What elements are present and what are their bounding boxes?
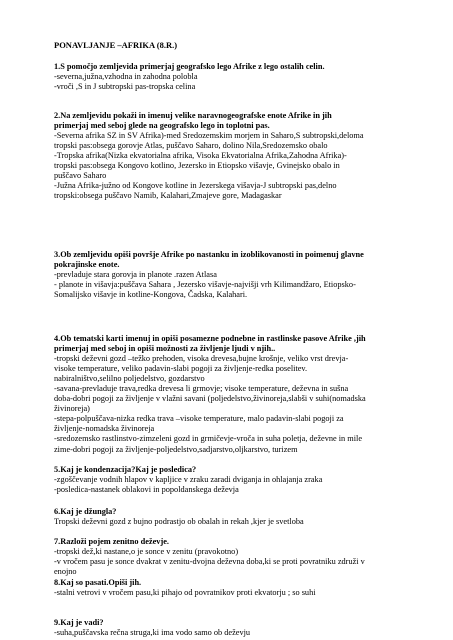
section-1 — [54, 62, 426, 92]
answer-text — [54, 588, 426, 598]
answer-line: zime-dobri pogoji za življenje-poljedelstvo,sadjarstvo,oljkarstvo, turizem — [54, 444, 298, 454]
question-heading — [54, 578, 426, 588]
question-line: 6.Kaj je džungla? — [54, 507, 117, 516]
question-heading — [54, 62, 426, 72]
question-heading — [54, 250, 426, 270]
answer-line: -suha,puščavska rečna struga,ki ima vodo samo ob deževju — [54, 628, 251, 638]
answer-text — [54, 547, 426, 577]
answer-line: Tropski deževni gozd z bujno podrastjo ob obalah in rekah ,kjer je svetloba — [54, 517, 304, 527]
answer-line: Somalijsko višavje in kotline-Kongova, Čadska, Kalahari. — [54, 290, 248, 300]
answer-line: enojno — [54, 567, 77, 577]
answer-line: -Severna afrika SZ in SV Afrika)-med Sredozemskim morjem in Saharo,S subtropski,deloma — [54, 131, 364, 141]
answer-line: -Južna Afrika-južno od Kongove kotline in Jezerskega višavja-J subtropski pas,delno — [54, 181, 337, 191]
answer-line: -stalni vetrovi v vročem pasu,ki pihajo od povratnikov proti ekvatorju ; so suhi — [54, 588, 316, 598]
answer-line: tropski pas:obsega gorovje Atlas, puščavo Saharo, dolino Nila,Sredozemsko obalo — [54, 141, 328, 151]
answer-line: tropski:obsega puščavo Namib, Kalahari,Zmajeve gore, Madagaskar — [54, 191, 282, 201]
answer-text — [54, 354, 426, 454]
section-6 — [54, 507, 426, 527]
question-line: 9.Kaj je vadi? — [54, 618, 104, 627]
document-title: PONAVLJANJE –AFRIKA (8.R.) — [54, 40, 178, 50]
answer-line: življenje-nomadska živinoreja — [54, 424, 155, 434]
answer-text — [54, 72, 426, 92]
answer-text — [54, 628, 426, 638]
answer-text — [54, 475, 426, 495]
question-heading — [54, 334, 426, 354]
question-line: pokrajinske enote. — [54, 260, 120, 270]
answer-line: puščavo Saharo — [54, 171, 107, 181]
question-line: 5.Kaj je kondenzacija?Kaj je posledica? — [54, 465, 197, 474]
question-line: 3.Ob zemljevidu opiši površje Afrike po nastanku in izoblikovanosti in poimenuj glavne — [54, 250, 364, 259]
answer-line: -Tropska afrika(Nizka ekvatorialna afrika, Visoka Ekvatorialna Afrika,Zahodna Afrika)- — [54, 151, 347, 161]
question-line: 4.Ob tematski karti imenuj in opiši posamezne podnebne in rastlinske pasove Afrike ,jih — [54, 334, 366, 343]
answer-line: -severna,južna,vzhodna in zahodna polobla — [54, 72, 198, 82]
question-heading — [54, 111, 426, 131]
question-line: primerjaj med seboj glede na geografsko lego in toplotni pas. — [54, 121, 270, 131]
question-line: 7.Razloži pojem zenitno deževje. — [54, 537, 169, 546]
section-5 — [54, 465, 426, 495]
question-heading — [54, 465, 426, 475]
answer-line: -tropski deževni gozd –težko prehoden, visoka drevesa,bujne krošnje, veliko vrst drevja- — [54, 354, 349, 364]
answer-line: -vroči ,S in J subtropski pas-tropska celina — [54, 82, 196, 92]
answer-line: -v vročem pasu je sonce dvakrat v zenitu-dvojna deževna doba,ki se proti povratniku združi v — [54, 557, 365, 567]
question-heading — [54, 618, 426, 628]
answer-line: -savana-prevladuje trava,redka drevesa li grmovje; visoke temperature, deževna in sušna — [54, 384, 349, 394]
question-line: 2.Na zemljevidu pokaži in imenuj velike naravnogeografske enote Afrike in jih — [54, 111, 332, 120]
answer-text — [54, 131, 426, 201]
answer-line: -zgoščevanje vodnih hlapov v kapljice v zraku zaradi dviganja in ohlajanja zraka — [54, 475, 323, 485]
question-line: 8.Kaj so pasati.Opiši jih. — [54, 578, 142, 587]
answer-line: -prevladuje stara gorovja in planote .razen Atlasa — [54, 270, 217, 280]
section-4 — [54, 334, 426, 455]
answer-line: -posledica-nastanek oblakovi in popoldanskega deževja — [54, 485, 239, 495]
answer-line: tropski pas:obsega Kongovo kotlino, Jezersko in Etiopsko višavje, Gvinejsko obalo in — [54, 161, 340, 171]
question-line: 1.S pomočjo zemljevida primerjaj geografsko lego Afrike z lego ostalih celin. — [54, 62, 325, 71]
section-8 — [54, 578, 426, 598]
question-heading — [54, 537, 426, 547]
answer-line: visoke temperature, veliko padavin-slabi pogoji za življenje-redka poselitev. — [54, 364, 308, 374]
section-2 — [54, 111, 426, 201]
answer-text — [54, 517, 426, 527]
section-7 — [54, 537, 426, 577]
answer-line: nabiralništvo,selilno poljedelstvo, gozdarstvo — [54, 374, 205, 384]
answer-line: doba-dobri pogoji za življenje v vlažni savani (poljedelstvo,živinoreja,slabši v suhi(nomadska — [54, 394, 366, 404]
question-line: primerjaj med seboj in opiši možnosti za življenje ljudi v njih.. — [54, 344, 276, 354]
question-heading — [54, 507, 426, 517]
answer-line: -tropski dež,ki nastane,o je sonce v zenitu (pravokotno) — [54, 547, 239, 557]
answer-text — [54, 270, 426, 300]
section-9 — [54, 618, 426, 638]
answer-line: - planote in višavja:puščava Sahara , Jezersko višavje-najvišji vrh Kilimandžaro, Etiopsko- — [54, 280, 356, 290]
answer-line: -sredozemsko rastlinstvo-zimzeleni gozd in grmičevje-vroča in suha poletja, deževne in mile — [54, 434, 363, 444]
answer-line: -stepa-polpuščava-nizka redka trava –visoke temperature, malo padavin-slabi pogoji za — [54, 414, 344, 424]
section-3 — [54, 250, 426, 300]
answer-line: živinoreja) — [54, 404, 90, 414]
